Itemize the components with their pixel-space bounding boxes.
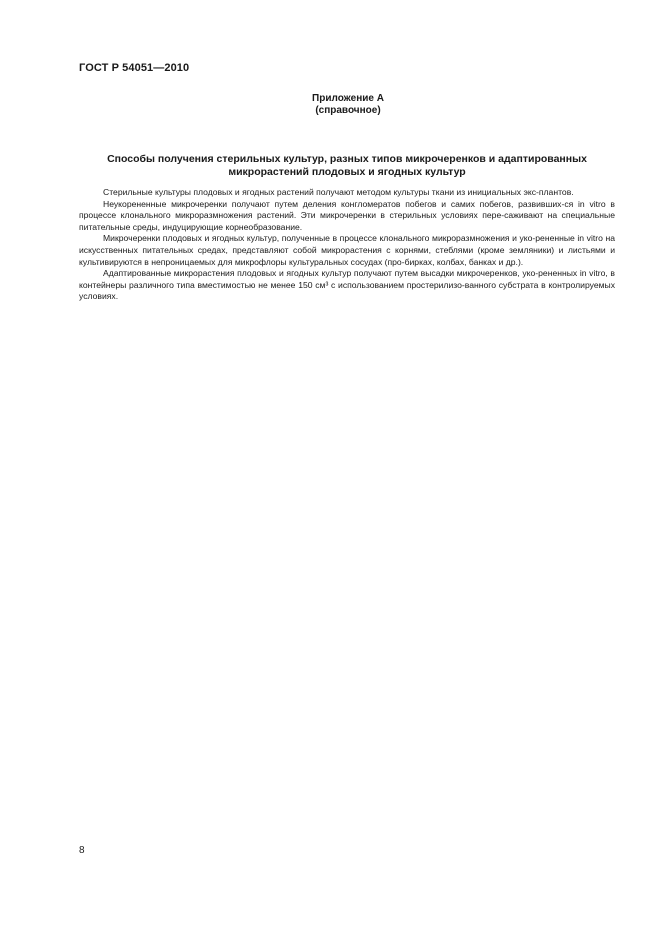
appendix-subtitle: (справочное) — [315, 105, 381, 116]
paragraph: Стерильные культуры плодовых и ягодных растений получают методом культуры ткани из инициальных экс-плантов. — [103, 187, 574, 197]
section-title — [79, 153, 615, 179]
section-title-line-1: Способы получения стерильных культур, разных типов микрочеренков и адаптированных — [107, 153, 587, 165]
appendix-heading — [200, 93, 496, 117]
paragraph: Адаптированные микрорастения плодовых и ягодных культур получают путем высадки микрочеренков, уко-рененных in vitro, в контейнеры различного типа вместимостью не менее 150 см³ с использованием простерилизо-ванного субстрата в контролируемых условиях. — [79, 268, 615, 302]
standard-code-header: ГОСТ Р 54051—2010 — [79, 62, 190, 74]
body-text — [79, 187, 615, 303]
paragraph: Микрочеренки плодовых и ягодных культур, полученные в процессе клонального микроразмножения и уко-рененные in vitro на искусственных питательных средах, представляют собой микрорастения с корнями, стеблями (кроме земляники) и листьями и культивируются в непроницаемых для микрофлоры культуральных сосудах (про-бирках, колбах, банках и др.). — [79, 233, 615, 267]
section-title-line-2: микрорастений плодовых и ягодных культур — [228, 166, 466, 178]
page-number: 8 — [79, 845, 85, 856]
paragraph: Неукорененные микрочеренки получают путем деления конгломератов побегов и самих побегов, развивших-ся in vitro в процессе клонального микроразмножения растений. Эти микрочеренки в стерильных условиях пере-саживают на специальные питательные среды, индуцирующие корнеобразование. — [79, 198, 615, 232]
appendix-title: Приложение А — [312, 93, 384, 104]
